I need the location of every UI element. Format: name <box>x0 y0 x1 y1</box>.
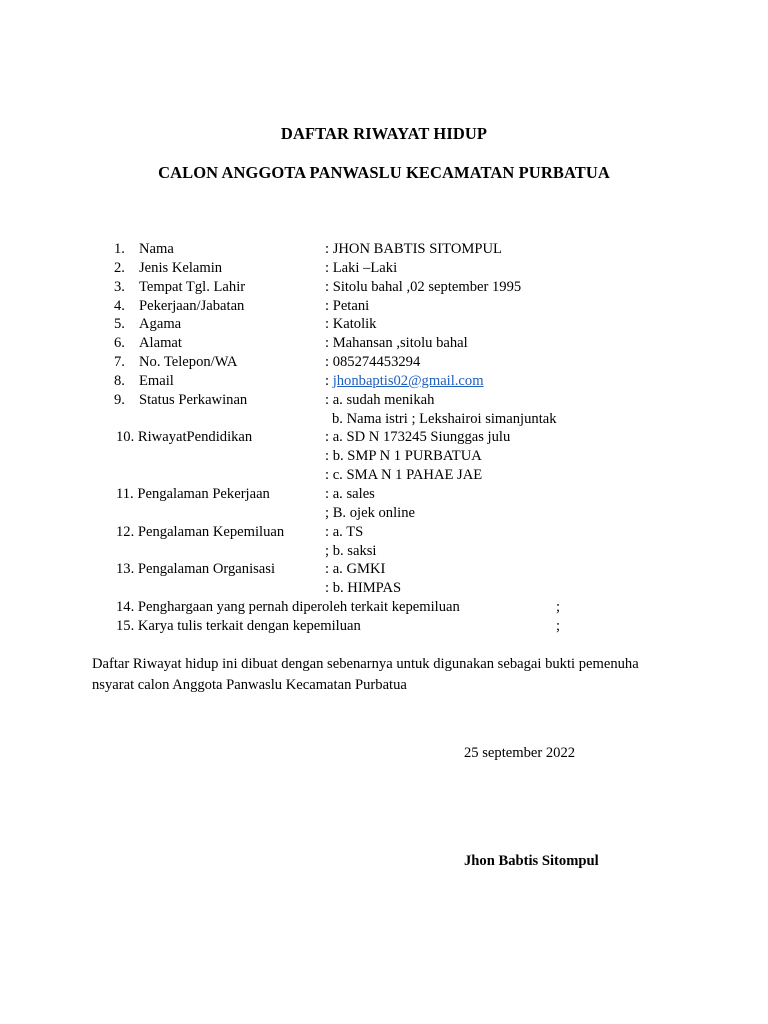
biodata-row-alamat <box>0 334 768 353</box>
row-label: 11. Pengalaman Pekerjaan <box>116 485 270 502</box>
row-label: Jenis Kelamin <box>139 259 223 276</box>
biodata-list <box>0 240 768 636</box>
biodata-row-tempat-tgl-lahir <box>0 278 768 297</box>
row-number: 6. <box>114 335 125 352</box>
row-value: : a. sales <box>325 485 375 502</box>
row-value: ; B. ojek online <box>325 504 415 521</box>
row-value: : c. SMA N 1 PAHAE JAE <box>325 467 483 484</box>
row-value <box>325 372 484 391</box>
email-link[interactable]: jhonbaptis02@gmail.com <box>332 372 484 389</box>
biodata-row-pengalaman-pekerjaan-b <box>0 504 768 523</box>
row-number: 8. <box>114 372 125 389</box>
biodata-row-pendidikan <box>0 428 768 447</box>
row-label: 15. Karya tulis terkait dengan kepemiluan <box>116 617 361 634</box>
biodata-row-pengalaman-organisasi-b <box>0 579 768 598</box>
biodata-row-pengalaman-kepemiluan-b <box>0 542 768 561</box>
biodata-row-pengalaman-organisasi <box>0 560 768 579</box>
biodata-row-jenis-kelamin <box>0 259 768 278</box>
biodata-row-agama <box>0 315 768 334</box>
row-label: 14. Penghargaan yang pernah diperoleh terkait kepemiluan <box>116 599 460 616</box>
document-subtitle: CALON ANGGOTA PANWASLU KECAMATAN PURBATUA <box>158 163 610 182</box>
row-label: Tempat Tgl. Lahir <box>139 278 246 295</box>
row-label: 13. Pengalaman Organisasi <box>116 561 276 578</box>
row-number: 1. <box>114 241 125 257</box>
row-value: : a. TS <box>325 523 364 540</box>
row-value: : JHON BABTIS SITOMPUL <box>325 241 502 257</box>
row-value: b. Nama istri ; Lekshairoi simanjuntak <box>332 410 557 427</box>
closing-statement <box>92 654 712 696</box>
biodata-row-telepon <box>0 353 768 372</box>
biodata-row-status-perkawinan <box>0 391 768 410</box>
row-value: : a. GMKI <box>325 561 386 578</box>
row-semicolon: ; <box>556 617 561 634</box>
row-value: : Mahansan ,sitolu bahal <box>325 335 468 352</box>
biodata-row-nama <box>0 240 768 259</box>
biodata-row-pekerjaan <box>0 297 768 316</box>
row-label: Status Perkawinan <box>139 391 248 408</box>
biodata-row-penghargaan <box>0 598 768 617</box>
row-value: : Laki –Laki <box>325 259 398 276</box>
biodata-row-pengalaman-pekerjaan <box>0 485 768 504</box>
row-label: Nama <box>139 241 174 257</box>
row-number: 5. <box>114 316 125 333</box>
row-value: ; b. saksi <box>325 542 377 559</box>
row-value: : Sitolu bahal ,02 september 1995 <box>325 278 522 295</box>
row-number: 3. <box>114 278 125 295</box>
row-label: No. Telepon/WA <box>139 354 238 371</box>
row-label: 12. Pengalaman Kepemiluan <box>116 523 285 540</box>
document-date: 25 september 2022 <box>464 745 576 761</box>
email-colon: : <box>325 372 333 389</box>
closing-line-1: Daftar Riwayat hidup ini dibuat dengan sebenarnya untuk digunakan sebagai bukti pemenuha <box>92 656 639 672</box>
row-value: : a. SD N 173245 Siunggas julu <box>325 429 511 446</box>
row-semicolon: ; <box>556 599 561 616</box>
row-label: Alamat <box>139 335 182 352</box>
row-value: : 085274453294 <box>325 354 421 371</box>
row-value: : Katolik <box>325 316 377 333</box>
document-title: DAFTAR RIWAYAT HIDUP <box>280 124 488 143</box>
signatory-name: Jhon Babtis Sitompul <box>464 853 599 869</box>
row-label: Pekerjaan/Jabatan <box>139 297 245 314</box>
row-number: 4. <box>114 297 125 314</box>
row-number: 9. <box>114 391 125 408</box>
row-label: 10. RiwayatPendidikan <box>116 429 253 446</box>
biodata-row-pengalaman-kepemiluan <box>0 523 768 542</box>
row-label: Agama <box>139 316 182 333</box>
row-value: : b. HIMPAS <box>325 580 402 597</box>
biodata-row-email <box>0 372 768 391</box>
row-number: 2. <box>114 259 125 276</box>
biodata-row-nama-istri <box>0 410 768 429</box>
biodata-row-pendidikan-b <box>0 447 768 466</box>
row-value: : b. SMP N 1 PURBATUA <box>325 448 482 465</box>
row-value: : a. sudah menikah <box>325 391 435 408</box>
biodata-row-karya-tulis <box>0 617 768 636</box>
biodata-row-pendidikan-c <box>0 466 768 485</box>
row-value: : Petani <box>325 297 370 314</box>
closing-line-2: nsyarat calon Anggota Panwaslu Kecamatan Purbatua <box>92 677 407 693</box>
row-label: Email <box>139 372 174 389</box>
row-number: 7. <box>114 354 125 371</box>
